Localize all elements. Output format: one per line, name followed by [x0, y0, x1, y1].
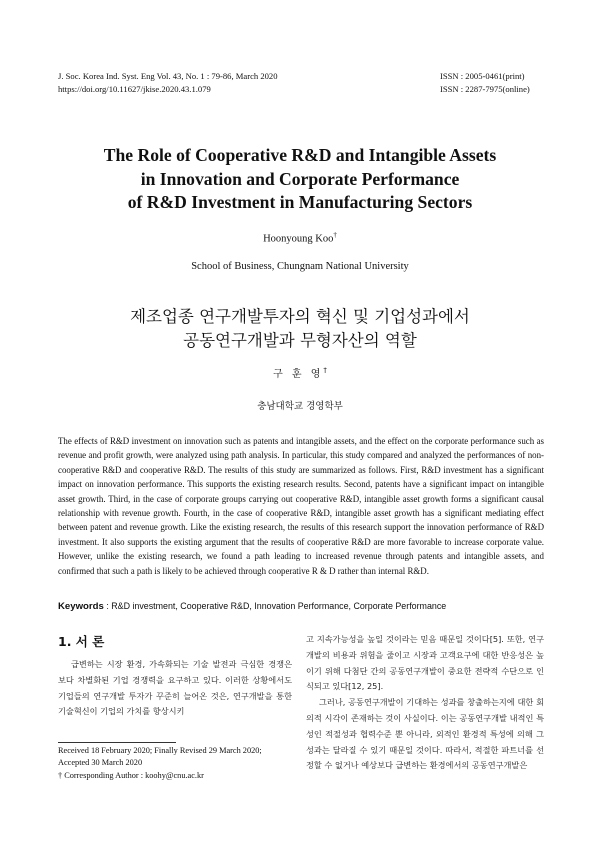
footnote-divider	[58, 742, 176, 743]
received-date: Received 18 February 2020; Finally Revised 29 March 2020;	[58, 746, 262, 755]
author-name-en: Hoonyoung Koo	[263, 233, 334, 245]
issn-print: ISSN : 2005-0461(print)	[440, 71, 525, 81]
keywords	[58, 600, 548, 613]
corresponding-author: † Corresponding Author : koohy@cnu.ac.kr	[58, 770, 204, 780]
intro-paragraph-1: 급변하는 시장 환경, 가속화되는 기술 발전과 극심한 경쟁은 보다 차별화된 기업 경쟁력을 요구하고 있다. 이러한 상황에서도 기업들의 연구개발 투자가 꾸준히 늘어온 것은, 연구개발을 통한 기술혁신이 기업의 가치를 향상시키	[58, 659, 292, 717]
keywords-text: : R&D investment, Cooperative R&D, Innovation Performance, Corporate Performance	[106, 601, 447, 611]
left-column	[58, 657, 292, 720]
author-ko	[0, 365, 600, 380]
intro-paragraph-2: 고 지속가능성을 높일 것이라는 믿음 때문일 것이다[5]. 또한, 연구개발의 비용과 위험을 줄이고 시장과 고객요구에 대한 반응성은 높이기 위해 다첨단 간의 공동연구개발이 중요한 전략적 수단으로 인식되고 있다[12, 25].	[306, 634, 544, 692]
issn-info	[440, 70, 530, 96]
keywords-label: Keywords	[58, 601, 104, 612]
title-line-3: of R&D Investment in Manufacturing Sectors	[127, 192, 473, 212]
journal-info	[58, 70, 278, 96]
title-line-2: in Innovation and Corporate Performance	[140, 168, 460, 189]
abstract: The effects of R&D investment on innovation such as patents and intangible assets, and the effect on the corporate performance such as revenue and profit growth, were analyzed using path analysis. In particular, this study compared and analyzed the performances of non-cooperative R&D and cooperative R&D. The results of this study are summarized as follows. First, R&D investment has a significant impact on innovation performance. This supports the existing research results. Second, patents have a significant impact on intangible asset growth. Third, in the case of corporate groups carrying out cooperative R&D, intangible asset growth forms a significant causal relationship with revenue growth. Fourth, in the case of cooperative R&D, intangible asset growth has a significant mediating effect between patent and revenue growth. Like the existing research, the results of this research support the innovation performance of R&D investment. It also supports the existing argument that the results of cooperative R&D are more favorable to increase corporate value. However, unlike the existing research, we found a path leading to increased revenue through patents and intangible assets, and confirmed that such a path is likely to be achieved through cooperative R & D rather than internal R&D.	[58, 436, 544, 576]
doi-link[interactable]: https://doi.org/10.11627/jkise.2020.43.1.079	[58, 84, 211, 94]
paper-title-en	[0, 144, 600, 215]
affiliation-ko: 충남대학교 경영학부	[257, 401, 343, 412]
corresponding-mark-ko: †	[323, 366, 327, 375]
corresponding-mark: †	[333, 231, 337, 239]
title-ko-line-2: 공동연구개발과 무형자산의 역할	[183, 331, 417, 350]
paper-title-ko	[0, 305, 600, 353]
accepted-date: Accepted 30 March 2020	[58, 758, 143, 768]
title-line-1: The Role of Cooperative R&D and Intangible Assets	[103, 145, 497, 165]
section-heading-introduction: 1. 서 론	[58, 634, 105, 649]
author-en	[0, 231, 600, 245]
footnote	[58, 745, 262, 782]
journal-citation: J. Soc. Korea Ind. Syst. Eng Vol. 43, No. 1 : 79-86, March 2020	[58, 71, 278, 81]
title-ko-line-1: 제조업종 연구개발투자의 혁신 및 기업성과에서	[130, 307, 470, 326]
issn-online: ISSN : 2287-7975(online)	[440, 84, 530, 94]
right-column	[306, 632, 544, 774]
intro-paragraph-3: 그러나, 공동연구개발이 기대하는 성과를 창출하는지에 대한 회의적 시각이 존재하는 것이 사실이다. 이는 공동연구개발 내적인 특성인 적절성과 협력수준 뿐 아니라, 외적인 환경적 특성에 의해 그 성과는 달라질 수 있기 때문일 것이다. 따라서, 적절한 파트너를 선정할 수 없거나 예상보다 급변하는 환경에서의 공동연구개발은	[306, 697, 544, 771]
affiliation-en: School of Business, Chungnam National University	[191, 261, 409, 272]
author-name-ko: 구 훈 영	[273, 369, 324, 380]
